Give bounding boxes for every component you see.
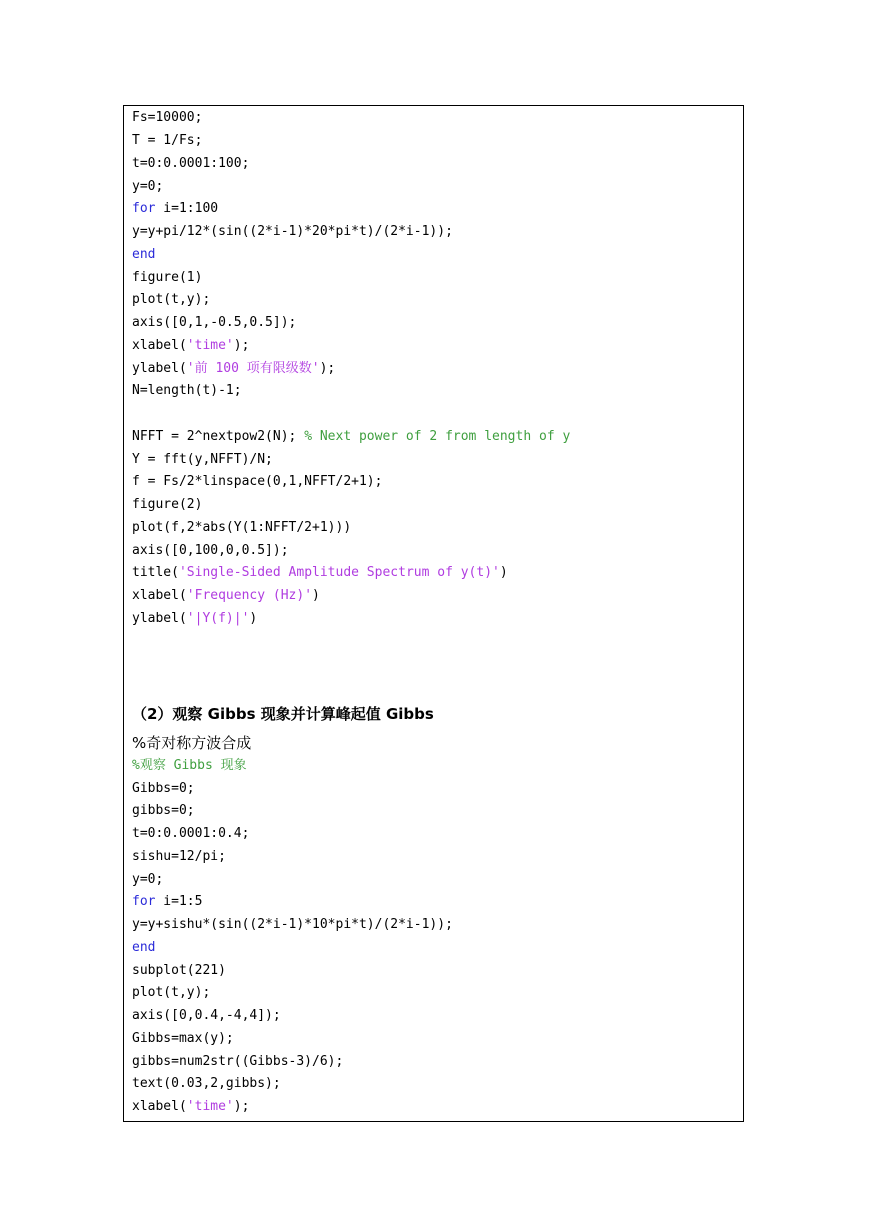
code-line [132, 1027, 234, 1050]
code-text: y=y+sishu*(sin((2*i-1)*10*pi*t)/(2*i-1)); [132, 917, 453, 932]
code-line [132, 1004, 281, 1027]
code-line [132, 243, 155, 266]
code-text: NFFT = 2^nextpow2(N); [132, 429, 305, 444]
code-text: subplot(221) [132, 963, 226, 978]
code-line [132, 288, 210, 311]
code-line [132, 516, 351, 539]
code-text: ylabel( [132, 611, 187, 626]
code-text: figure(1) [132, 270, 203, 285]
code-text: ); [233, 338, 250, 353]
code-line [132, 959, 226, 982]
code-text: plot(t,y); [132, 292, 211, 307]
code-text: ) [499, 565, 508, 580]
code-line [132, 936, 155, 959]
code-text: plot(f,2*abs(Y(1:NFFT/2+1))) [132, 520, 352, 535]
code-line [132, 868, 163, 891]
keyword-for: for [132, 201, 156, 216]
code-listing-box [123, 105, 744, 1122]
code-text: xlabel( [132, 1099, 187, 1114]
code-line [132, 493, 202, 516]
code-text: Gibbs=0; [132, 781, 195, 796]
code-text: ylabel( [132, 361, 187, 376]
code-text: f = Fs/2*linspace(0,1,NFFT/2+1); [132, 474, 383, 489]
code-line [132, 777, 195, 800]
code-text: ) [312, 588, 320, 603]
code-text: t=0:0.0001:100; [132, 156, 250, 171]
code-text: i=1:100 [155, 201, 219, 216]
code-line [132, 607, 257, 630]
code-text: text(0.03,2,gibbs); [132, 1076, 281, 1091]
code-line [132, 913, 453, 936]
string-literal: 'Single-Sided Amplitude Spectrum of y(t)' [178, 565, 500, 580]
keyword-end: end [132, 940, 156, 955]
code-text: i=1:5 [155, 894, 203, 909]
string-literal: 'time' [186, 338, 234, 353]
code-text: plot(t,y); [132, 985, 211, 1000]
code-line [132, 334, 249, 357]
code-text: N=length(t)-1; [132, 383, 242, 398]
code-line [132, 220, 453, 243]
keyword-for: for [132, 894, 156, 909]
code-text: ); [233, 1099, 250, 1114]
code-line [132, 152, 249, 175]
code-line [132, 539, 289, 562]
code-line [132, 175, 163, 198]
code-text: Gibbs=max(y); [132, 1031, 234, 1046]
code-line [132, 1095, 249, 1118]
code-text: axis([0,0.4,-4,4]); [132, 1008, 281, 1023]
string-literal: '|Y(f)|' [186, 611, 250, 626]
code-text: Fs=10000; [132, 110, 203, 125]
code-text: gibbs=0; [132, 803, 195, 818]
code-comment: % Next power of 2 from length of y [304, 429, 571, 444]
code-line [132, 799, 195, 822]
code-line [132, 129, 202, 152]
code-line [132, 890, 202, 913]
code-line [132, 266, 202, 289]
code-line [132, 845, 226, 868]
keyword-end: end [132, 247, 156, 262]
code-text: T = 1/Fs; [132, 133, 203, 148]
code-text: xlabel( [132, 338, 187, 353]
code-line [132, 981, 210, 1004]
string-literal: 'Frequency (Hz)' [186, 588, 313, 603]
code-line [132, 106, 202, 129]
code-line [132, 754, 247, 777]
code-text: ); [319, 361, 336, 376]
code-text: title( [132, 565, 179, 580]
code-line [132, 425, 570, 448]
code-text: axis([0,100,0,0.5]); [132, 543, 289, 558]
code-line [132, 822, 249, 845]
code-text: t=0:0.0001:0.4; [132, 826, 250, 841]
code-line [132, 732, 251, 755]
code-text: Y = fft(y,NFFT)/N; [132, 452, 273, 467]
section-heading: （2）观察 Gibbs 现象并计算峰起值 Gibbs [132, 705, 434, 723]
code-text: ) [249, 611, 258, 626]
code-text: gibbs=num2str((Gibbs-3)/6); [132, 1054, 344, 1069]
code-line [132, 448, 273, 471]
code-line [132, 470, 382, 493]
code-text: y=0; [132, 179, 164, 194]
code-text: y=0; [132, 872, 164, 887]
code-line [132, 584, 320, 607]
code-text: xlabel( [132, 588, 187, 603]
code-line [132, 1072, 281, 1095]
string-literal: '前 100 项有限级数' [186, 361, 320, 376]
code-text: y=y+pi/12*(sin((2*i-1)*20*pi*t)/(2*i-1)); [132, 224, 453, 239]
code-line [132, 197, 218, 220]
code-text: figure(2) [132, 497, 203, 512]
code-line [132, 311, 296, 334]
string-literal: 'time' [186, 1099, 234, 1114]
code-line [132, 357, 335, 380]
code-text: sishu=12/pi; [132, 849, 226, 864]
code-line [132, 561, 508, 584]
code-line [132, 1050, 343, 1073]
code-text: axis([0,1,-0.5,0.5]); [132, 315, 297, 330]
code-comment: %观察 Gibbs 现象 [132, 758, 247, 773]
code-text: %奇对称方波合成 [132, 734, 252, 752]
code-line [132, 379, 242, 402]
